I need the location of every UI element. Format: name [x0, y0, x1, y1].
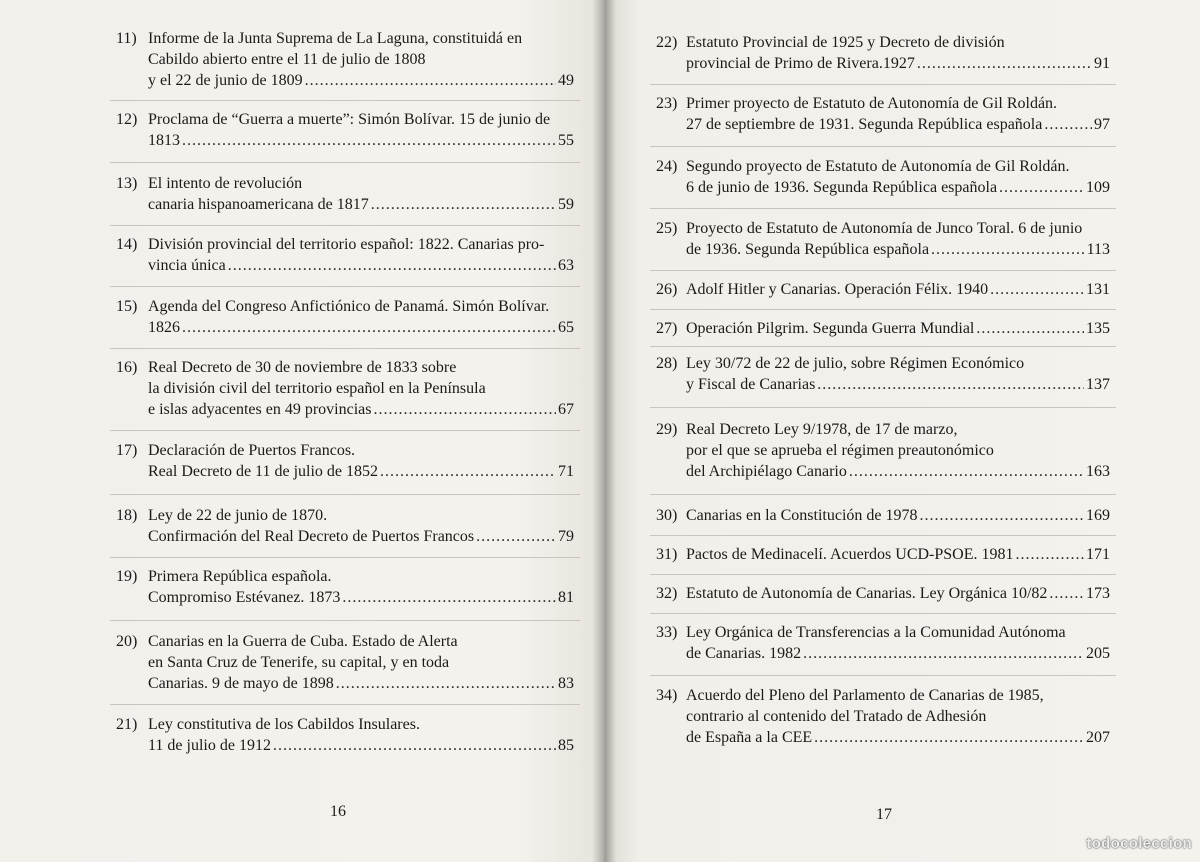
entry-number: 30) [656, 507, 678, 524]
entry-title-line: Canarias en la Guerra de Cuba. Estado de Alerta [148, 633, 458, 650]
dot-leader [917, 53, 1092, 74]
dot-leader [814, 727, 1084, 748]
entry-number: 19) [116, 568, 138, 585]
toc-entry[interactable] [656, 156, 1110, 198]
entry-page-number[interactable]: 135 [1086, 320, 1110, 337]
dot-leader [999, 177, 1084, 198]
entry-separator [110, 620, 580, 621]
entry-title-line: Cabildo abierto entre el 11 de julio de 1808 [148, 51, 426, 68]
entry-title-text: 27 de septiembre de 1931. Segunda República española [686, 116, 1043, 133]
entry-separator [650, 270, 1116, 271]
entry-title-text: de España a la CEE [686, 729, 813, 746]
dot-leader [920, 505, 1084, 526]
entry-page-number[interactable]: 85 [558, 737, 574, 754]
entry-page-number[interactable]: 59 [558, 196, 574, 213]
entry-title-text: y el 22 de junio de 1809 [148, 72, 303, 89]
entry-page-number[interactable]: 91 [1094, 55, 1110, 72]
entry-page-number[interactable]: 49 [558, 72, 574, 89]
entry-number: 16) [116, 359, 138, 376]
entry-title-text: Estatuto de Autonomía de Canarias. Ley Orgánica 10/82 [686, 585, 1048, 602]
entry-title-line: Segundo proyecto de Estatuto de Autonomía de Gil Roldán. [686, 158, 1070, 175]
entry-title-last-line [686, 544, 1110, 565]
entry-number: 17) [116, 442, 138, 459]
entry-page-number[interactable]: 65 [558, 319, 574, 336]
dot-leader [305, 70, 556, 91]
entry-number: 15) [116, 298, 138, 315]
entry-title-last-line [686, 114, 1110, 135]
toc-entry[interactable] [116, 28, 574, 91]
toc-entry[interactable] [656, 93, 1110, 135]
entry-separator [110, 162, 580, 163]
entry-number: 23) [656, 95, 678, 112]
entry-separator [650, 208, 1116, 209]
entry-separator [650, 574, 1116, 575]
entry-title-text: de Canarias. 1982 [686, 645, 802, 662]
toc-entry[interactable] [656, 685, 1110, 748]
toc-entry[interactable] [656, 544, 1110, 565]
toc-entry[interactable] [116, 505, 574, 547]
right-page-number: 17 [876, 806, 892, 823]
dot-leader [849, 461, 1084, 482]
entry-title-text: 1826 [148, 319, 180, 336]
entry-title-line: Primera República española. [148, 568, 332, 585]
left-page-number: 16 [330, 803, 346, 820]
entry-page-number[interactable]: 79 [558, 528, 574, 545]
entry-separator [650, 675, 1116, 676]
toc-entry[interactable] [116, 714, 574, 756]
entry-separator [650, 346, 1116, 347]
toc-entry[interactable] [656, 32, 1110, 74]
entry-title-last-line [686, 279, 1110, 300]
toc-entry[interactable] [656, 353, 1110, 395]
entry-title-line: Ley constitutiva de los Cabildos Insulares. [148, 716, 420, 733]
entry-title-text: Operación Pilgrim. Segunda Guerra Mundial [686, 320, 975, 337]
entry-title-last-line [686, 177, 1110, 198]
entry-title-line: División provincial del territorio español: 1822. Canarias pro- [148, 236, 545, 253]
dot-leader [182, 130, 556, 151]
entry-title-last-line [686, 53, 1110, 74]
toc-entry[interactable] [656, 505, 1110, 526]
dot-leader [476, 526, 556, 547]
dot-leader [342, 587, 556, 608]
toc-entry[interactable] [116, 357, 574, 420]
entry-separator [110, 348, 580, 349]
entry-page-number[interactable]: 71 [558, 463, 574, 480]
dot-leader [803, 643, 1084, 664]
entry-number: 20) [116, 633, 138, 650]
entry-page-number[interactable]: 171 [1086, 546, 1110, 563]
entry-title-line: Declaración de Puertos Francos. [148, 442, 356, 459]
entry-title-last-line [686, 505, 1110, 526]
dot-leader [817, 374, 1084, 395]
entry-title-last-line [686, 374, 1110, 395]
dot-leader [182, 317, 556, 338]
entry-page-number[interactable]: 63 [558, 257, 574, 274]
dot-leader [228, 255, 556, 276]
toc-entry[interactable] [116, 566, 574, 608]
entry-page-number[interactable]: 81 [558, 589, 574, 606]
entry-title-line: contrario al contenido del Tratado de Adhesión [686, 708, 987, 725]
toc-entry[interactable] [116, 234, 574, 276]
entry-number: 25) [656, 220, 678, 237]
entry-title-text: Canarias en la Constitución de 1978 [686, 507, 918, 524]
entry-number: 21) [116, 716, 138, 733]
toc-entry[interactable] [116, 440, 574, 482]
dot-leader [931, 239, 1085, 260]
entry-page-number[interactable]: 97 [1094, 116, 1110, 133]
entry-page-number[interactable]: 131 [1086, 281, 1110, 298]
watermark: todocoleccion [1086, 835, 1192, 852]
entry-title-text: Compromiso Estévanez. 1873 [148, 589, 341, 606]
entry-title-text: Real Decreto de 11 de julio de 1852 [148, 463, 378, 480]
entry-page-number[interactable]: 55 [558, 132, 574, 149]
toc-entry[interactable] [656, 622, 1110, 664]
entry-number: 11) [116, 30, 137, 47]
entry-number: 32) [656, 585, 678, 602]
entry-title-line: Ley de 22 de junio de 1870. [148, 507, 328, 524]
dot-leader [990, 279, 1084, 300]
entry-title-last-line [686, 461, 1110, 482]
entry-title-text: y Fiscal de Canarias [686, 376, 816, 393]
entry-title-line: Informe de la Junta Suprema de La Laguna, constituidá en [148, 30, 523, 47]
entry-title-last-line [148, 317, 574, 338]
entry-separator [110, 704, 580, 705]
dot-leader [976, 318, 1084, 339]
entry-title-text: Pactos de Medinacelí. Acuerdos UCD-PSOE. 1981 [686, 546, 1014, 563]
entry-title-last-line [148, 673, 574, 694]
entry-separator [110, 557, 580, 558]
entry-number: 34) [656, 687, 678, 704]
entry-number: 13) [116, 175, 138, 192]
entry-number: 14) [116, 236, 138, 253]
entry-separator [650, 494, 1116, 495]
entry-number: 18) [116, 507, 138, 524]
dot-leader [371, 194, 556, 215]
entry-title-line: Real Decreto de 30 de noviembre de 1833 sobre [148, 359, 457, 376]
entry-title-last-line [148, 130, 574, 151]
entry-title-last-line [686, 239, 1110, 260]
entry-title-line: Proclama de “Guerra a muerte”: Simón Bolívar. 15 de junio de [148, 111, 551, 128]
entry-separator [110, 430, 580, 431]
entry-separator [650, 309, 1116, 310]
entry-number: 29) [656, 421, 678, 438]
entry-title-last-line [148, 399, 574, 420]
entry-title-line: Agenda del Congreso Anfictiónico de Panamá. Simón Bolívar. [148, 298, 550, 315]
entry-number: 12) [116, 111, 138, 128]
entry-title-last-line [148, 735, 574, 756]
entry-title-last-line [686, 643, 1110, 664]
entry-title-text: Adolf Hitler y Canarias. Operación Félix. 1940 [686, 281, 989, 298]
entry-number: 28) [656, 355, 678, 372]
entry-title-line: Real Decreto Ley 9/1978, de 17 de marzo, [686, 421, 958, 438]
entry-title-last-line [148, 461, 574, 482]
entry-number: 31) [656, 546, 678, 563]
entry-title-last-line [148, 70, 574, 91]
entry-title-line: Ley Orgánica de Transferencias a la Comunidad Autónoma [686, 624, 1066, 641]
entry-title-last-line [148, 587, 574, 608]
entry-page-number[interactable]: 205 [1086, 645, 1110, 662]
toc-entry[interactable] [656, 583, 1110, 604]
entry-title-last-line [148, 255, 574, 276]
dot-leader [1049, 583, 1084, 604]
entry-page-number[interactable]: 169 [1086, 507, 1110, 524]
dot-leader [336, 673, 556, 694]
entry-title-text: 6 de junio de 1936. Segunda República española [686, 179, 998, 196]
entry-title-text: de 1936. Segunda República española [686, 241, 930, 258]
entry-title-text: 11 de julio de 1912 [148, 737, 271, 754]
dot-leader [273, 735, 556, 756]
entry-separator [650, 535, 1116, 536]
entry-separator [650, 146, 1116, 147]
entry-title-line: la división civil del territorio español en la Península [148, 380, 486, 397]
entry-separator [110, 494, 580, 495]
entry-page-number[interactable]: 109 [1086, 179, 1110, 196]
entry-title-last-line [686, 318, 1110, 339]
dot-leader [1044, 114, 1092, 135]
entry-separator [650, 407, 1116, 408]
entry-title-text: Confirmación del Real Decreto de Puertos Francos [148, 528, 475, 545]
toc-entry[interactable] [116, 296, 574, 338]
entry-title-last-line [148, 526, 574, 547]
entry-title-last-line [148, 194, 574, 215]
dot-leader [380, 461, 556, 482]
entry-title-line: Acuerdo del Pleno del Parlamento de Canarias de 1985, [686, 687, 1044, 704]
entry-number: 33) [656, 624, 678, 641]
entry-title-line: Ley 30/72 de 22 de julio, sobre Régimen Económico [686, 355, 1025, 372]
entry-title-text: del Archipiélago Canario [686, 463, 847, 480]
entry-title-line: Primer proyecto de Estatuto de Autonomía de Gil Roldán. [686, 95, 1058, 112]
entry-separator [110, 100, 580, 101]
toc-entry[interactable] [656, 318, 1110, 339]
toc-entry[interactable] [656, 419, 1110, 482]
entry-title-line: por el que se aprueba el régimen preautonómico [686, 442, 994, 459]
toc-entry[interactable] [656, 218, 1110, 260]
entry-page-number[interactable]: 83 [558, 675, 574, 692]
entry-page-number[interactable]: 207 [1086, 729, 1110, 746]
entry-title-text: Canarias. 9 de mayo de 1898 [148, 675, 334, 692]
toc-entry[interactable] [116, 109, 574, 151]
entry-page-number[interactable]: 163 [1086, 463, 1110, 480]
entry-title-line: en Santa Cruz de Tenerife, su capital, y en toda [148, 654, 450, 671]
entry-number: 24) [656, 158, 678, 175]
entry-title-last-line [686, 727, 1110, 748]
toc-entry[interactable] [116, 173, 574, 215]
entry-page-number[interactable]: 173 [1086, 585, 1110, 602]
entry-separator [650, 613, 1116, 614]
entry-title-text: vincia única [148, 257, 226, 274]
entry-page-number[interactable]: 67 [558, 401, 574, 418]
entry-title-line: El intento de revolución [148, 175, 303, 192]
dot-leader [1016, 544, 1084, 565]
entry-separator [110, 286, 580, 287]
toc-entry[interactable] [656, 279, 1110, 300]
entry-title-text: e islas adyacentes en 49 provincias [148, 401, 372, 418]
entry-title-line: Estatuto Provincial de 1925 y Decreto de división [686, 34, 1005, 51]
toc-entry[interactable] [116, 631, 574, 694]
entry-separator [110, 225, 580, 226]
entry-page-number[interactable]: 113 [1086, 241, 1110, 258]
dot-leader [373, 399, 556, 420]
entry-title-text: 1813 [148, 132, 180, 149]
entry-title-last-line [686, 583, 1110, 604]
entry-number: 26) [656, 281, 678, 298]
entry-separator [650, 84, 1116, 85]
entry-number: 22) [656, 34, 678, 51]
entry-number: 27) [656, 320, 678, 337]
entry-page-number[interactable]: 137 [1086, 376, 1110, 393]
entry-title-text: provincial de Primo de Rivera.1927 [686, 55, 915, 72]
entry-title-text: canaria hispanoamericana de 1817 [148, 196, 369, 213]
entry-title-line: Proyecto de Estatuto de Autonomía de Junco Toral. 6 de junio [686, 220, 1083, 237]
